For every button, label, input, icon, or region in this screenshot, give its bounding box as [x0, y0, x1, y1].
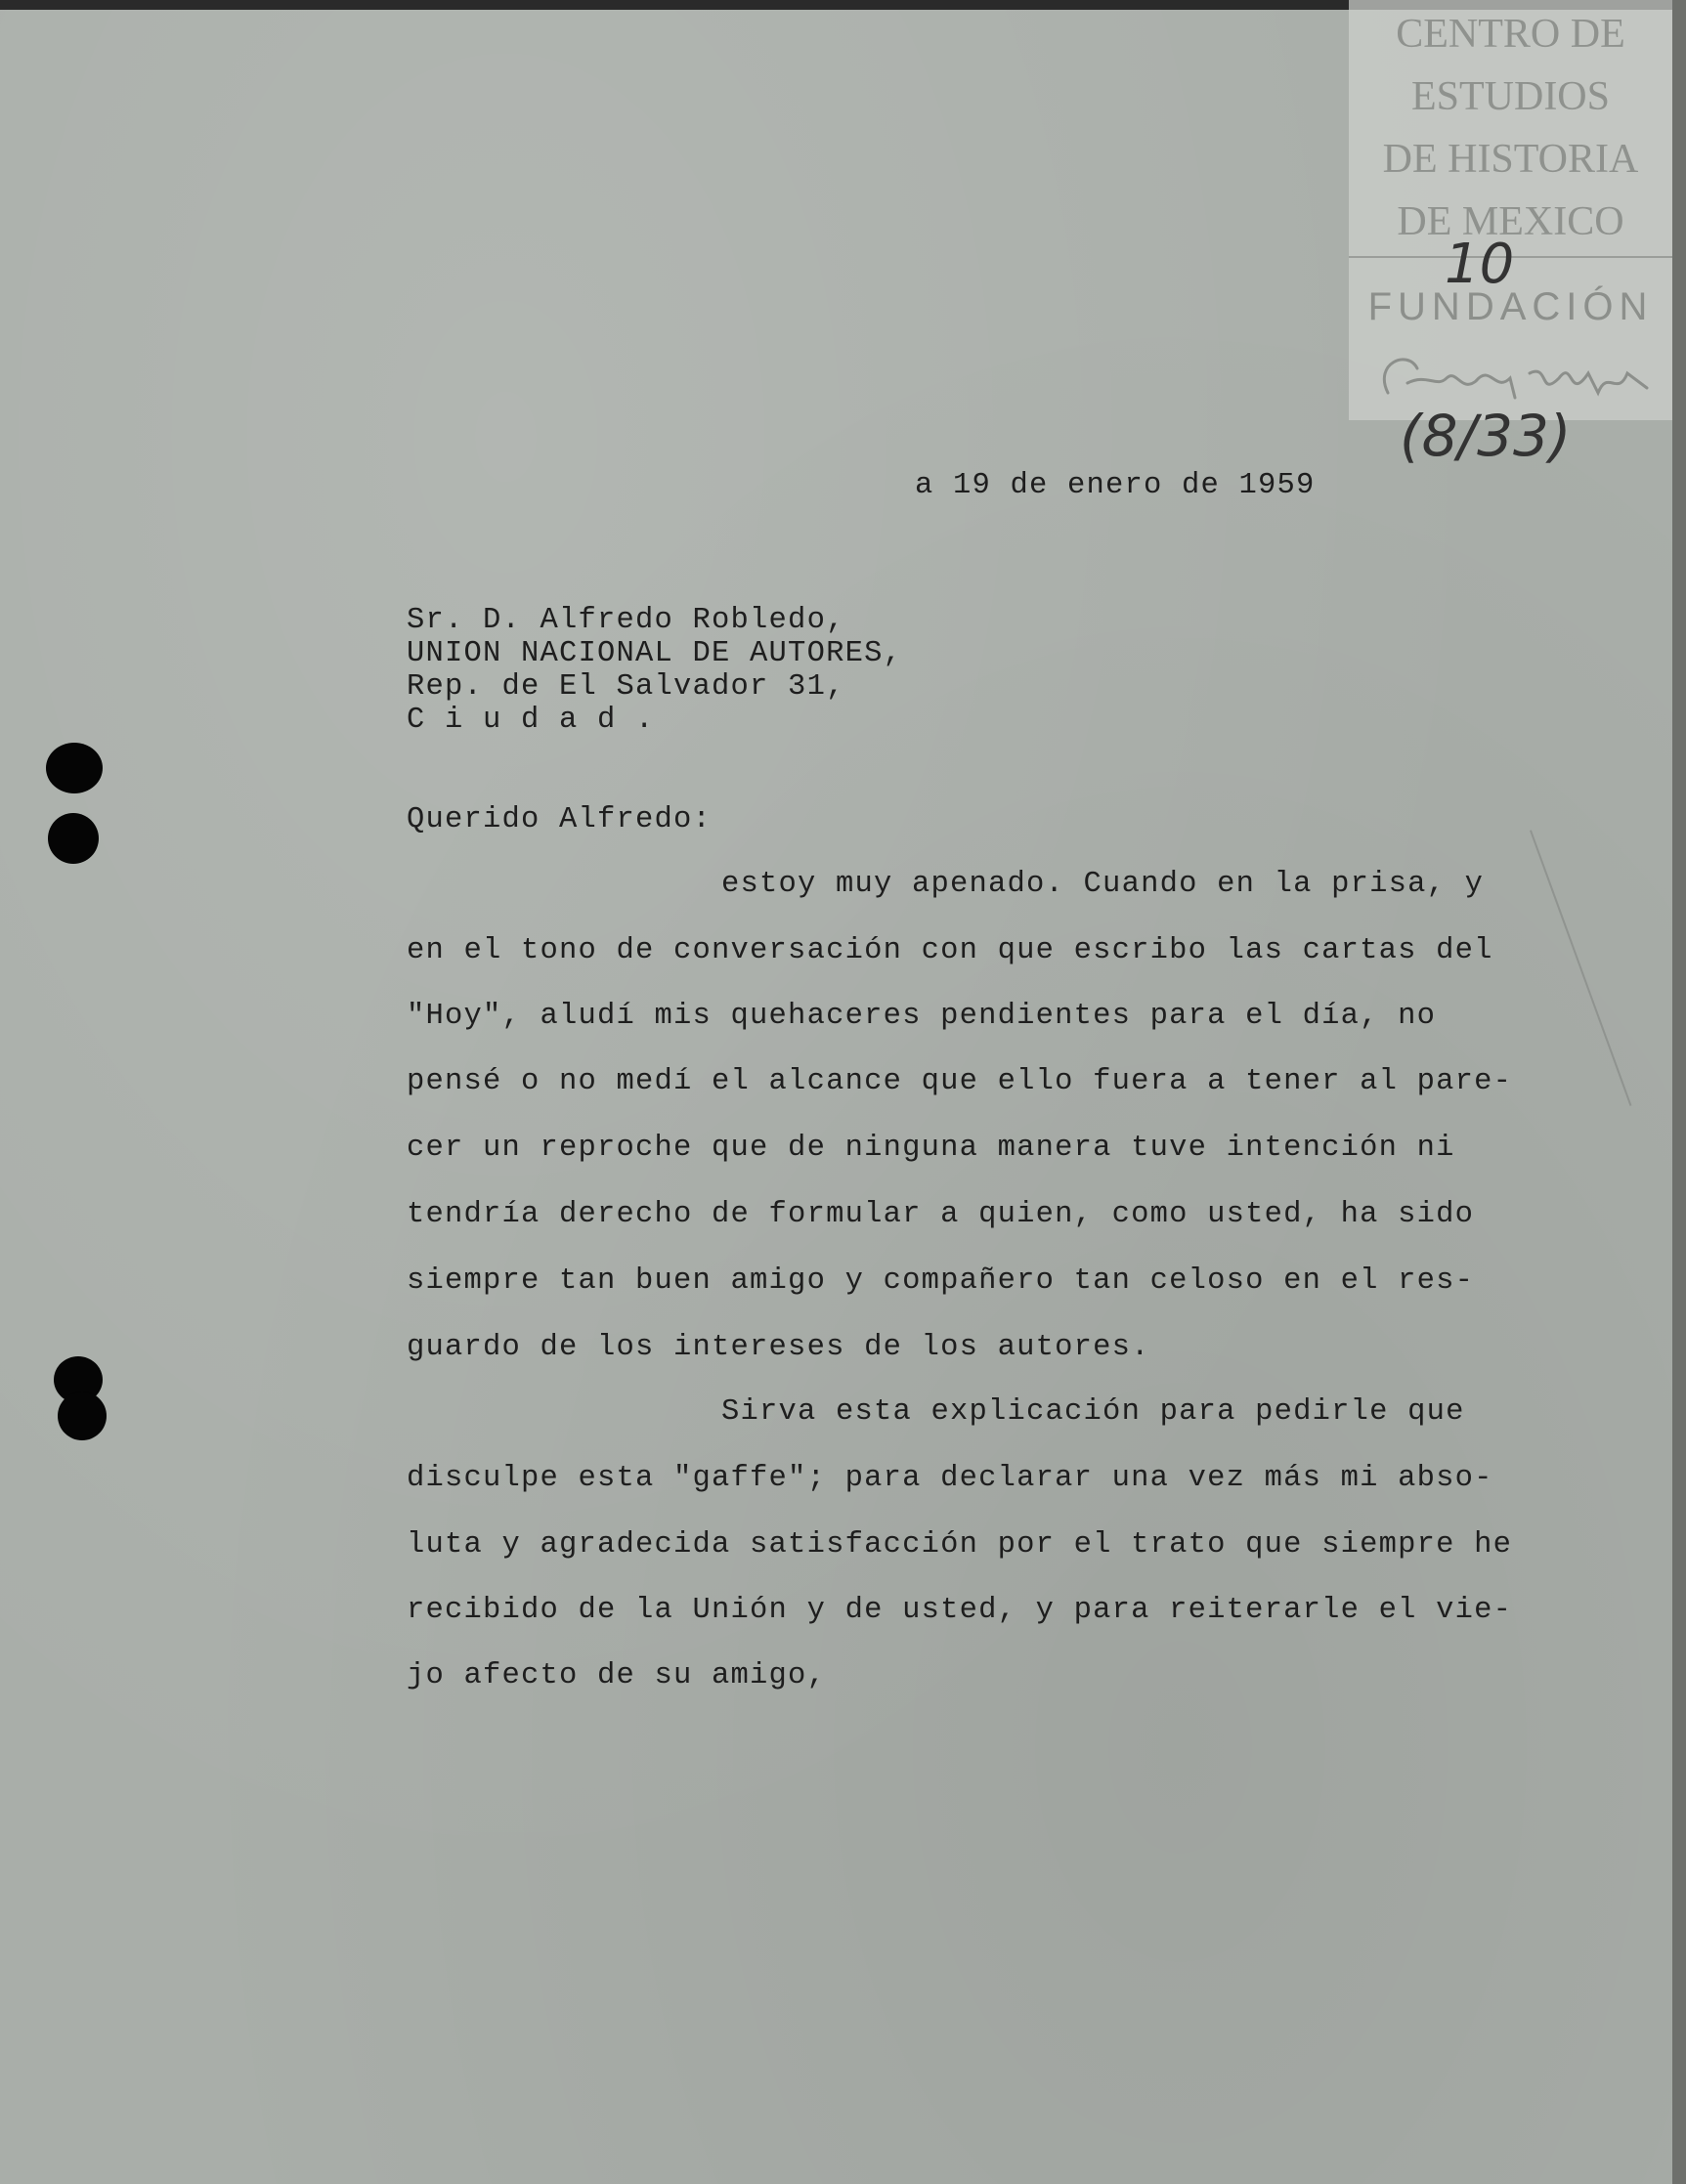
address-line: C i u d a d . — [407, 704, 655, 737]
body-line: tendría derecho de formular a quien, como usted, ha sido — [407, 1198, 1475, 1231]
body-line: "Hoy", aludí mis quehaceres pendientes para el día, no — [407, 1000, 1437, 1033]
salutation: Querido Alfredo: — [407, 803, 713, 836]
punch-hole — [46, 743, 103, 793]
stamp-line: DE HISTORIA — [1382, 137, 1639, 182]
body-line: cer un reproche que de ninguna manera tuve intención ni — [407, 1132, 1455, 1165]
address-line: UNION NACIONAL DE AUTORES, — [407, 637, 903, 670]
body-line: en el tono de conversación con que escribo las cartas del — [407, 934, 1493, 967]
body-line: jo afecto de su amigo, — [407, 1659, 827, 1692]
scan-edge-right — [1672, 0, 1686, 2184]
stamp-line: CENTRO DE — [1396, 12, 1625, 57]
body-line: guardo de los intereses de los autores. — [407, 1331, 1150, 1364]
archive-stamp — [1349, 0, 1672, 420]
body-line: recibido de la Unión y de usted, y para reiterarle el vie- — [407, 1594, 1513, 1627]
address-line: Rep. de El Salvador 31, — [407, 670, 845, 704]
stamp-line: DE MEXICO — [1397, 199, 1624, 244]
letter-date: a 19 de enero de 1959 — [915, 469, 1316, 502]
body-line: estoy muy apenado. Cuando en la prisa, y — [721, 868, 1485, 901]
address-line: Sr. D. Alfredo Robledo, — [407, 604, 845, 637]
stamp-line: ESTUDIOS — [1410, 74, 1610, 119]
body-line: Sirva esta explicación para pedirle que — [721, 1395, 1465, 1429]
body-line: disculpe esta "gaffe"; para declarar una vez más mi abso- — [407, 1462, 1493, 1495]
body-line: pensé o no medí el alcance que ello fuera a tener al pare- — [407, 1065, 1513, 1098]
paper-crease — [1530, 830, 1631, 1106]
body-line: luta y agradecida satisfacción por el trato que siempre he — [407, 1528, 1513, 1562]
punch-hole — [48, 813, 99, 864]
handwritten-reference: (8/33) — [1400, 403, 1572, 469]
stamp-foundation: FUNDACIÓN — [1367, 285, 1654, 328]
handwritten-number: 10 — [1445, 233, 1515, 296]
punch-hole — [58, 1392, 107, 1440]
body-line: siempre tan buen amigo y compañero tan celoso en el res- — [407, 1264, 1475, 1298]
